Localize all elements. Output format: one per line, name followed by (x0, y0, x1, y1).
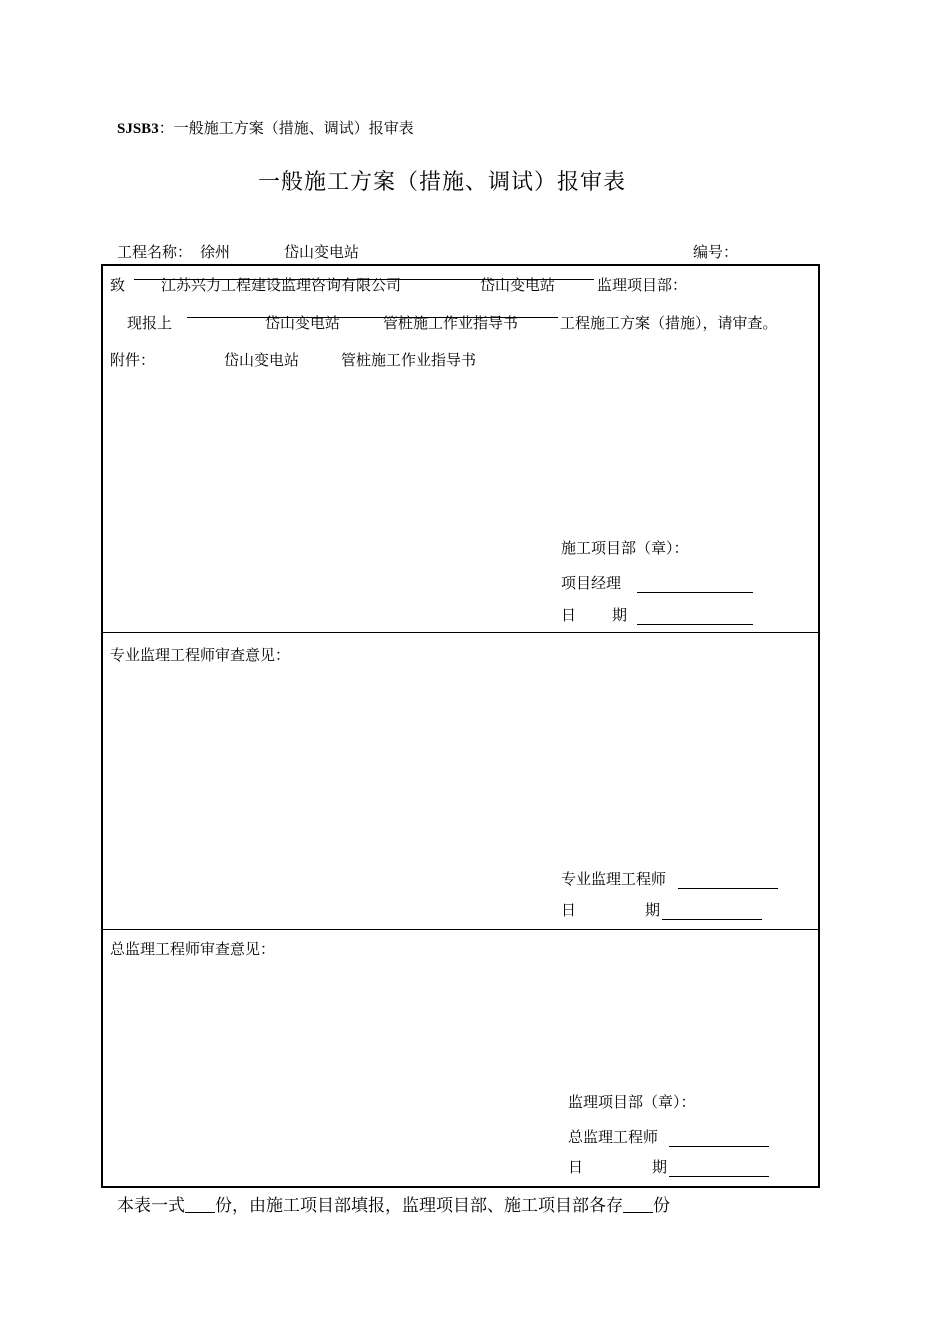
date-label-2b: 期 (645, 901, 661, 919)
manager-signature-field[interactable] (637, 578, 753, 593)
project-city: 徐州 (200, 243, 231, 261)
date-field-3[interactable] (669, 1162, 769, 1177)
to-station: 岱山变电站 (480, 276, 556, 294)
attach-label: 附件： (110, 351, 156, 369)
page-title: 一般施工方案（措施、调试）报审表 (258, 170, 627, 195)
report-doc: 管桩施工作业指导书 (383, 314, 519, 332)
chief-signature-field[interactable] (669, 1132, 769, 1147)
date-label-3a: 日 (568, 1158, 584, 1176)
report-suffix: 工程施工方案（措施），请审查。 (560, 314, 778, 332)
form-table (101, 264, 820, 1188)
chief-engineer-label: 总监理工程师 (568, 1128, 659, 1146)
footer-part3: 份 (653, 1196, 670, 1216)
date-label-1b: 期 (612, 606, 628, 624)
manager-label: 项目经理 (561, 574, 622, 592)
report-line (187, 314, 558, 332)
date-label-2a: 日 (561, 901, 577, 919)
footer-part2: 份，由施工项目部填报，监理项目部、施工项目部各存 (215, 1196, 623, 1216)
footer-part1: 本表一式 (117, 1196, 185, 1216)
report-prefix: 现报上 (127, 314, 173, 332)
project-name-label: 工程名称： (117, 243, 193, 261)
date-label-1a: 日 (561, 606, 577, 624)
number-label: 编号： (693, 243, 739, 261)
form-code-line (117, 121, 414, 137)
date-label-3b: 期 (652, 1158, 668, 1176)
report-station: 岱山变电站 (265, 314, 341, 332)
to-label: 致 (110, 276, 126, 294)
to-dept: 监理项目部： (597, 276, 688, 294)
copies-each-field[interactable] (623, 1198, 653, 1213)
form-subtitle: 一般施工方案（措施、调试）报审表 (173, 119, 414, 137)
to-company: 江苏兴力工程建设监理咨询有限公司 (161, 276, 402, 294)
specialist-signature-field[interactable] (678, 874, 778, 889)
specialist-engineer-label: 专业监理工程师 (561, 870, 667, 888)
chief-opinion-label: 总监理工程师审查意见： (110, 940, 276, 958)
section-divider-1 (101, 632, 820, 633)
footer-note (117, 1198, 670, 1215)
copies-field[interactable] (185, 1198, 215, 1213)
date-field-2[interactable] (662, 905, 762, 920)
form-code-colon: ： (158, 119, 174, 137)
construction-dept-seal: 施工项目部（章）： (561, 539, 689, 557)
attach-doc: 管桩施工作业指导书 (341, 351, 477, 369)
form-code: SJSB3 (117, 121, 159, 137)
specialist-opinion-label: 专业监理工程师审查意见： (110, 646, 291, 664)
supervision-dept-seal: 监理项目部（章）： (568, 1093, 696, 1111)
attach-station: 岱山变电站 (224, 351, 300, 369)
date-field-1[interactable] (637, 610, 753, 625)
project-name: 岱山变电站 (284, 243, 360, 261)
section-divider-2 (101, 929, 820, 930)
to-line (134, 276, 594, 294)
